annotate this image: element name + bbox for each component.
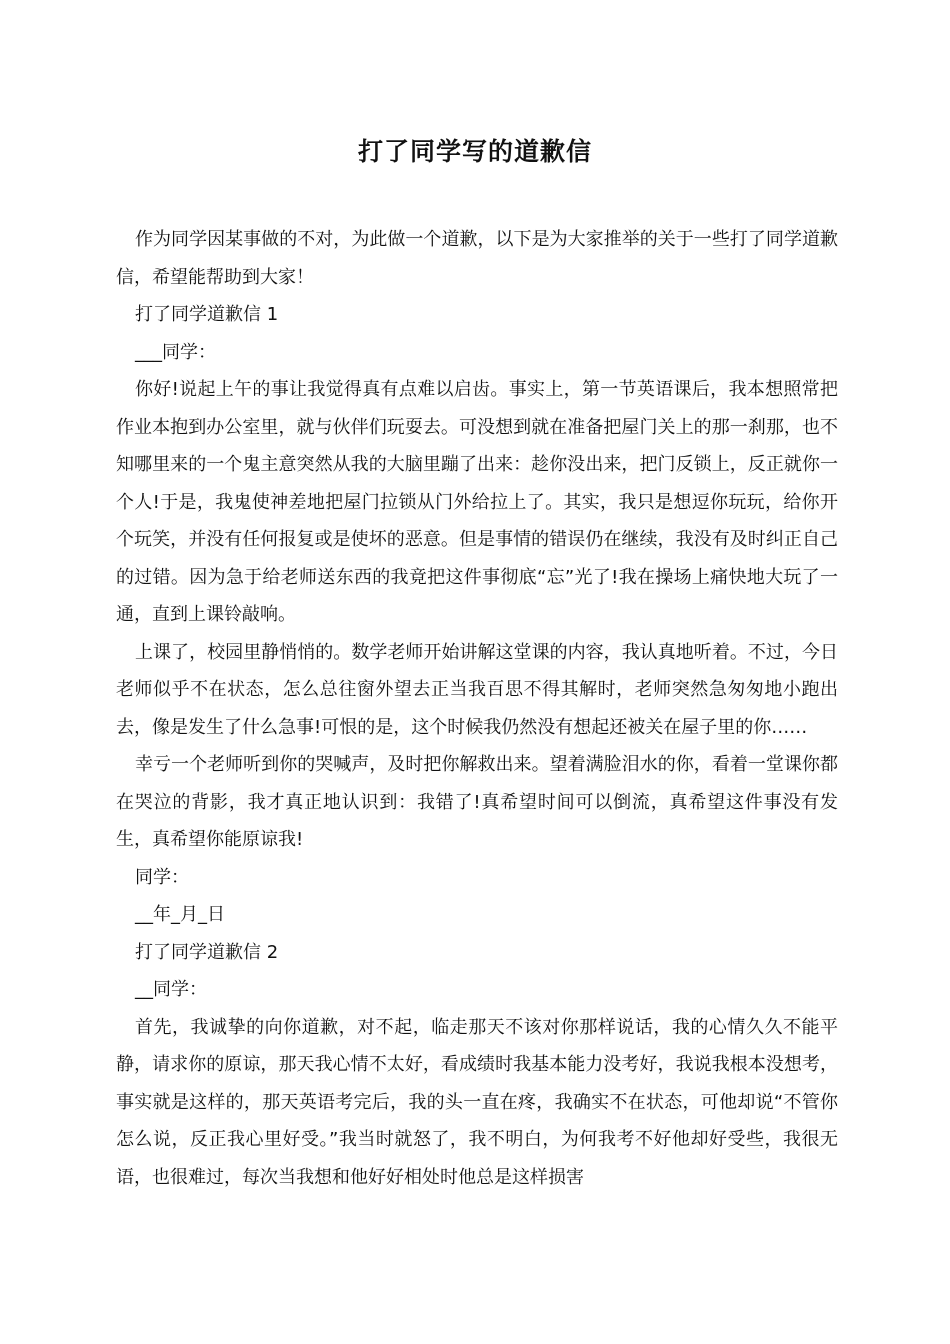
intro-paragraph: 作为同学因某事做的不对，为此做一个道歉，以下是为大家推举的关于一些打了同学道歉信，希望能帮助到大家！ [116, 229, 838, 288]
document-body [116, 221, 838, 1196]
letter-2-salutation: __同学： [135, 979, 207, 1000]
letter-1-heading: 打了同学道歉信 1 [135, 304, 279, 325]
letter-2-heading: 打了同学道歉信 2 [135, 941, 279, 963]
letter-2-paragraph: 首先，我诚挚的向你道歉，对不起，临走那天不该对你那样说话，我的心情久久不能平静，请求你的原谅，那天我心情不太好，看成绩时我基本能力没考好，我说我根本没想考，事实就是这样的，那天英语考完后，我的头一直在疼，我确实不在状态，可他却说“不管你怎么说，反正我心里好受。”我当时就怒了，我不明白，为何我考不好他却好受些，我很无语，也很难过，每次当我想和他好好相处时他总是这样损害 [116, 1016, 838, 1188]
letter-1-date: __年_月_日 [135, 904, 225, 925]
letter-1-paragraph: 你好!说起上午的事让我觉得真有点难以启齿。事实上，第一节英语课后，我本想照常把作业本抱到办公室里，就与伙伴们玩耍去。可没想到就在准备把屋门关上的那一刹那，也不知哪里来的一个鬼主意突然从我的大脑里蹦了出来：趁你没出来，把门反锁上，反正就你一个人!于是，我鬼使神差地把屋门拉锁从门外给拉上了。其实，我只是想逗你玩玩，给你开个玩笑，并没有任何报复或是使坏的恶意。但是事情的错误仍在继续，我没有及时纠正自己的过错。因为急于给老师送东西的我竟把这件事彻底“忘”光了!我在操场上痛快地大玩了一通，直到上课铃敲响。 [116, 379, 838, 625]
document-title: 打了同学写的道歉信 [357, 137, 592, 166]
letter-1-signature: 同学： [135, 866, 189, 888]
letter-1-salutation: ___同学： [135, 341, 216, 363]
letter-1-paragraph: 上课了，校园里静悄悄的。数学老师开始讲解这堂课的内容，我认真地听着。不过，今日老师似乎不在状态，怎么总往窗外望去正当我百思不得其解时，老师突然急匆匆地小跑出去，像是发生了什么急事!可恨的是，这个时候我仍然没有想起还被关在屋子里的你…… [116, 641, 838, 738]
letter-1-paragraph: 幸亏一个老师听到你的哭喊声，及时把你解救出来。望着满脸泪水的你，看着一堂课你都在哭泣的背影，我才真正地认识到：我错了!真希望时间可以倒流，真希望这件事没有发生，真希望你能原谅我! [116, 754, 838, 850]
